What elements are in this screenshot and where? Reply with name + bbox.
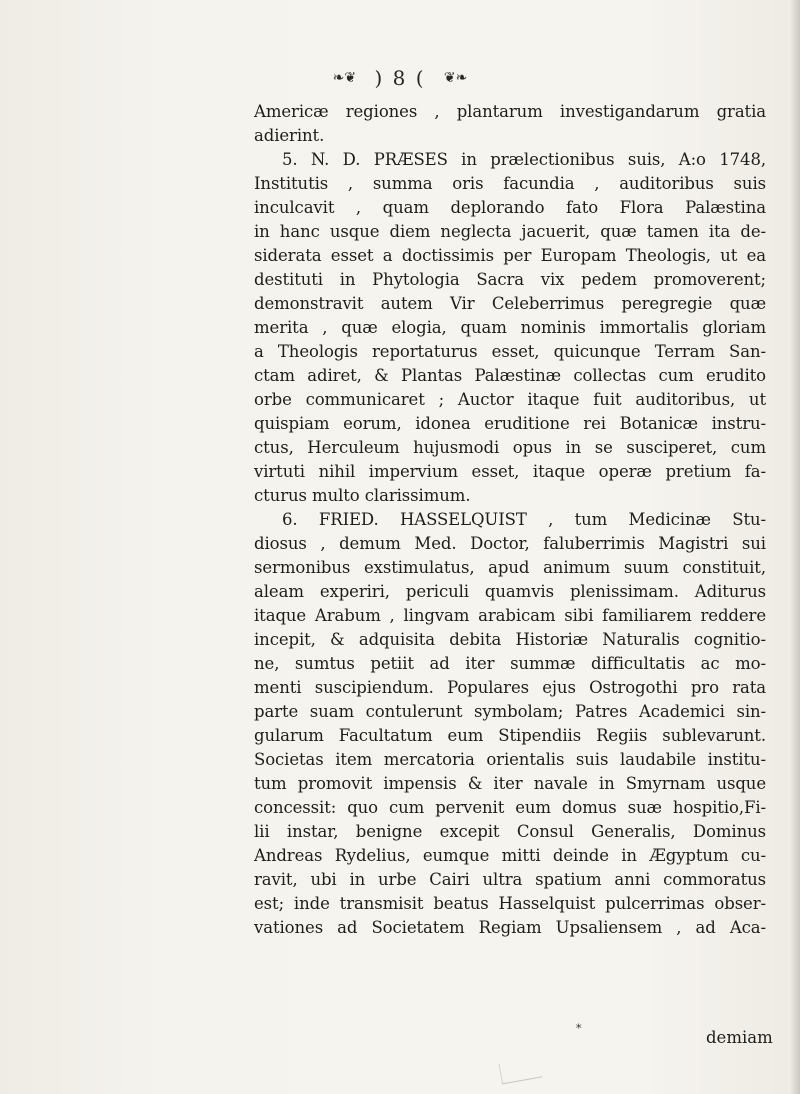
text-line (254, 916, 766, 940)
text-line-content: ravit, ubi in urbe Cairi ultra spatium anni commoratus (254, 870, 766, 889)
text-line-content: itaque Arabum , lingvam arabicam sibi familiarem reddere (254, 606, 766, 625)
page-number: ) 8 ( (374, 65, 426, 90)
text-line-content: merita , quæ elogia, quam nominis immortalis gloriam (254, 318, 766, 337)
text-line (254, 364, 766, 388)
text-line-content: virtuti nihil impervium esset, itaque operæ pretium fa- (254, 462, 766, 481)
text-line-content: menti suscipiendum. Populares ejus Ostrogothi pro rata (254, 678, 766, 697)
text-line (254, 100, 766, 124)
text-line-content: aleam experiri, periculi quamvis plenissimam. Aditurus (254, 582, 766, 601)
signature-mark: * (576, 1022, 582, 1035)
text-line-content: inculcavit , quam deplorando fato Flora Palæstina (254, 198, 766, 217)
text-line-content: vationes ad Societatem Regiam Upsaliensem , ad Aca- (254, 918, 766, 937)
text-line (254, 844, 766, 868)
text-line (254, 580, 766, 604)
text-line (254, 148, 766, 172)
text-line (254, 196, 766, 220)
text-line-content: est; inde transmisit beatus Hasselquist pulcerrimas obser- (254, 894, 766, 913)
text-line (254, 604, 766, 628)
text-line-content: quispiam eorum, idonea eruditione rei Botanicæ instru- (254, 414, 766, 433)
text-line (254, 532, 766, 556)
text-line-content: parte suam contulerunt symbolam; Patres Academici sin- (254, 702, 766, 721)
text-line-content: Andreas Rydelius, eumque mitti deinde in Ægyptum cu- (254, 846, 766, 865)
text-line-content: concessit: quo cum pervenit eum domus suæ hospitio,Fi- (254, 798, 766, 817)
text-line-content: gularum Facultatum eum Stipendiis Regiis sublevarunt. (254, 726, 766, 745)
text-line-content: incepit, & adquisita debita Historiæ Naturalis cognitio- (254, 630, 766, 649)
text-line-content: Americæ regiones , plantarum investigandarum gratia (254, 102, 766, 121)
text-line (254, 124, 766, 148)
text-line (254, 748, 766, 772)
text-line-content: 6. FRIED. HASSELQUIST , tum Medicinæ Stu- (282, 510, 766, 529)
text-line-content: orbe communicaret ; Auctor itaque fuit auditoribus, ut (254, 390, 766, 409)
text-line (254, 796, 766, 820)
text-line (254, 316, 766, 340)
text-line-content: demonstravit autem Vir Celeberrimus peregregie quæ (254, 294, 766, 313)
text-line-content: Institutis , summa oris facundia , auditoribus suis (254, 174, 766, 193)
text-line-content: diosus , demum Med. Doctor, faluberrimis Magistri sui (254, 534, 766, 553)
text-line (254, 892, 766, 916)
text-line (254, 340, 766, 364)
text-line-content: adierint. (254, 126, 325, 145)
text-line (254, 676, 766, 700)
text-line (254, 700, 766, 724)
body-text (254, 100, 766, 940)
text-line-content: lii instar, benigne excepit Consul Generalis, Dominus (254, 822, 766, 841)
text-line-content: 5. N. D. PRÆSES in prælectionibus suis, A:o 1748, (282, 150, 766, 169)
text-line (254, 388, 766, 412)
text-line-content: ctus, Herculeum hujusmodi opus in se susciperet, cum (254, 438, 766, 457)
text-line (254, 772, 766, 796)
text-line-content: a Theologis reportaturus esset, quicunque Terram San- (254, 342, 766, 361)
left-ornament: ❧❦ (332, 69, 357, 86)
catchword: demiam (706, 1028, 773, 1047)
text-line (254, 244, 766, 268)
text-line (254, 172, 766, 196)
text-line-content: in hanc usque diem neglecta jacuerit, quæ tamen ita de- (254, 222, 766, 241)
text-line (254, 508, 766, 532)
text-line-content: tum promovit impensis & iter navale in Smyrnam usque (254, 774, 766, 793)
page-edge-shadow (790, 0, 800, 1094)
text-line (254, 220, 766, 244)
text-line (254, 268, 766, 292)
text-line-content: siderata esset a doctissimis per Europam Theologis, ut ea (254, 246, 766, 265)
text-line (254, 412, 766, 436)
text-line (254, 556, 766, 580)
text-line-content: cturus multo clarissimum. (254, 486, 471, 505)
text-line (254, 292, 766, 316)
running-header (0, 64, 800, 94)
text-line-content: ctam adiret, & Plantas Palæstinæ collectas cum erudito (254, 366, 766, 385)
text-line (254, 484, 766, 508)
text-line (254, 652, 766, 676)
text-line (254, 628, 766, 652)
text-line (254, 820, 766, 844)
text-line-content: destituti in Phytologia Sacra vix pedem promoverent; (254, 270, 766, 289)
text-line (254, 436, 766, 460)
text-line (254, 460, 766, 484)
right-ornament: ❦❧ (443, 69, 468, 86)
text-line (254, 724, 766, 748)
paper-mark (498, 1057, 542, 1085)
text-line-content: Societas item mercatoria orientalis suis laudabile institu- (254, 750, 766, 769)
text-line (254, 868, 766, 892)
text-line-content: sermonibus exstimulatus, apud animum suum constituit, (254, 558, 766, 577)
text-line-content: ne, sumtus petiit ad iter summæ difficultatis ac mo- (254, 654, 766, 673)
